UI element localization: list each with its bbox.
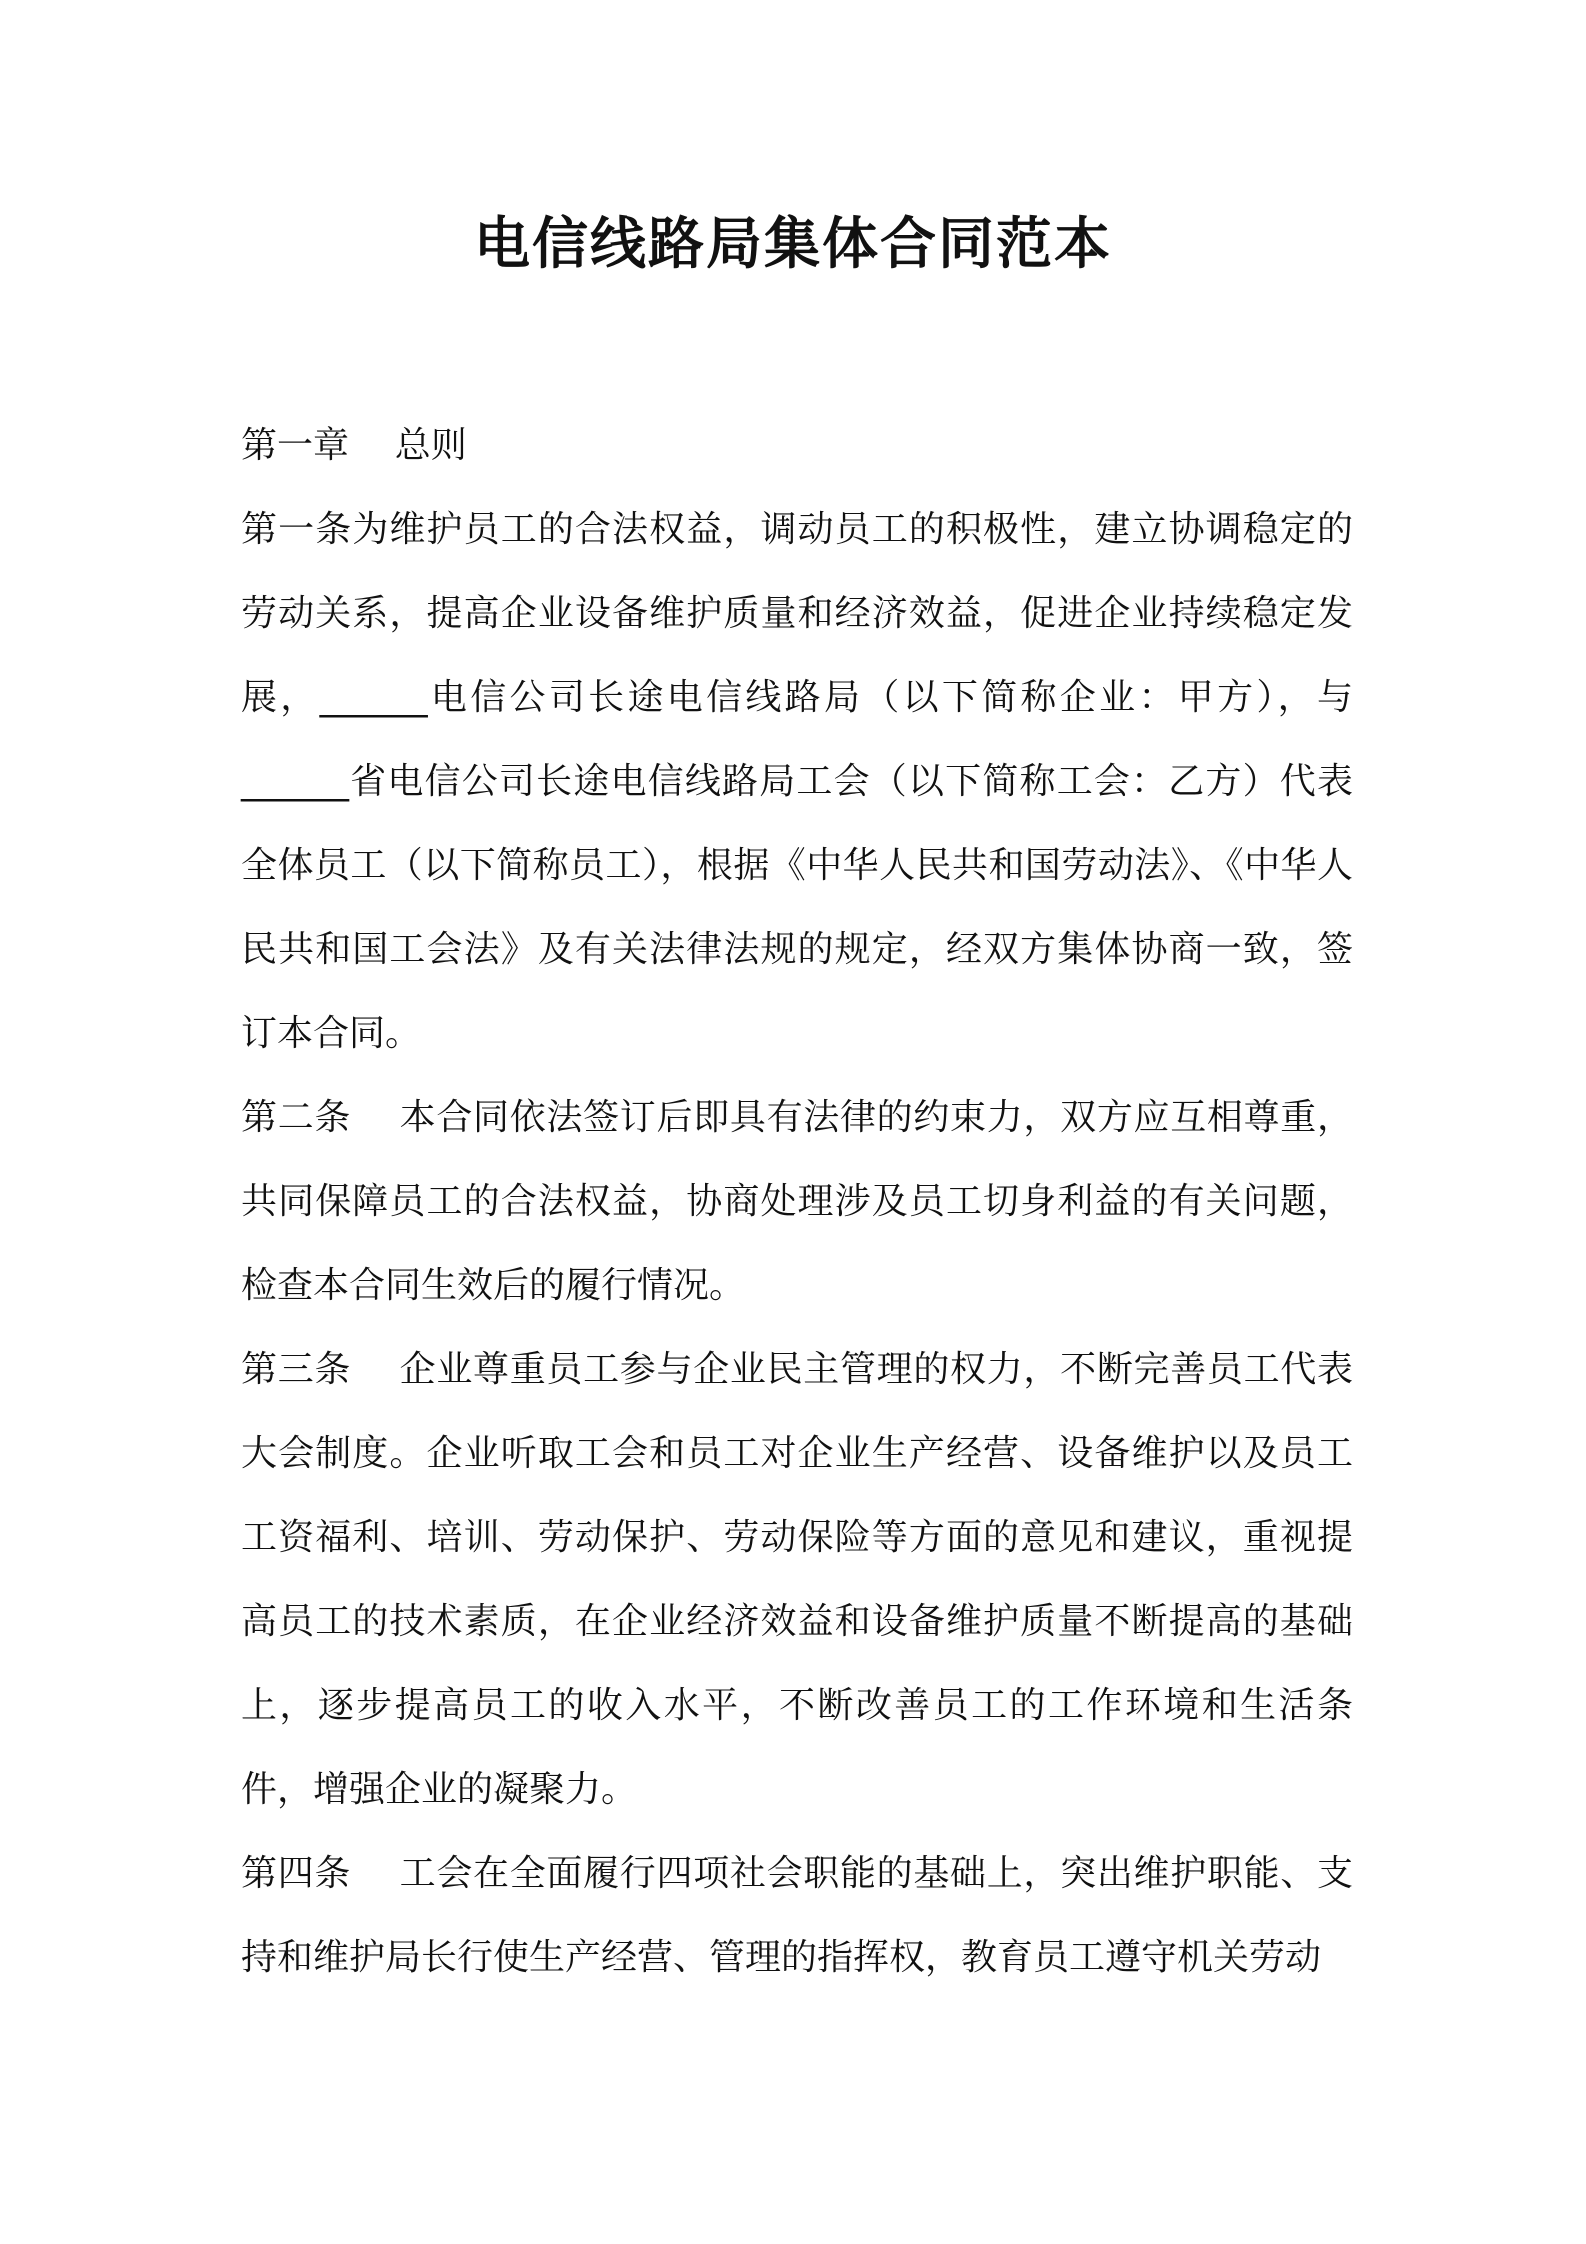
chapter-name: 总则 — [394, 425, 467, 466]
article-2-text: 本合同依法签订后即具有法律的约束力，双方应互相尊重，共同保障员工的合法权益，协商处理涉及员工切身利益的有关问题，检查本合同生效后的履行情况。 — [241, 1097, 1353, 1306]
chapter-label: 第一章 — [241, 425, 350, 466]
article-4-label: 第四条 — [241, 1853, 352, 1894]
article-4 — [241, 1832, 1353, 2000]
article-3-label: 第三条 — [241, 1349, 352, 1390]
article-3-text: 企业尊重员工参与企业民主管理的权力，不断完善员工代表大会制度。企业听取工会和员工对企业生产经营、设备维护以及员工工资福利、培训、劳动保护、劳动保险等方面的意见和建议，重视提高员工的技术素质，在企业经济效益和设备维护质量不断提高的基础上，逐步提高员工的收入水平，不断改善员工的工作环境和生活条件，增强企业的凝聚力。 — [241, 1349, 1353, 1810]
article-2-label: 第二条 — [241, 1097, 352, 1138]
article-1-text: 为维护员工的合法权益，调动员工的积极性，建立协调稳定的劳动关系，提高企业设备维护质量和经济效益，促进企业持续稳定发展，______电信公司长途电信线路局（以下简称企业：甲方），与______省电信公司长途电信线路局工会（以下简称工会：乙方）代表全体员工（以下简称员工），根据《中华人民共和国劳动法》、《中华人民共和国工会法》及有关法律法规的规定，经双方集体协商一致，签订本合同。 — [241, 509, 1353, 1054]
article-1-label: 第一条 — [241, 509, 353, 550]
document-body — [241, 404, 1353, 2000]
article-1 — [241, 488, 1353, 1076]
article-4-text: 工会在全面履行四项社会职能的基础上，突出维护职能、支持和维护局长行使生产经营、管理的指挥权，教育员工遵守机关劳动 — [241, 1853, 1353, 1978]
article-2 — [241, 1076, 1353, 1328]
document-title: 电信线路局集体合同范本 — [474, 212, 1112, 277]
article-3 — [241, 1328, 1353, 1832]
chapter-heading — [241, 404, 1353, 488]
